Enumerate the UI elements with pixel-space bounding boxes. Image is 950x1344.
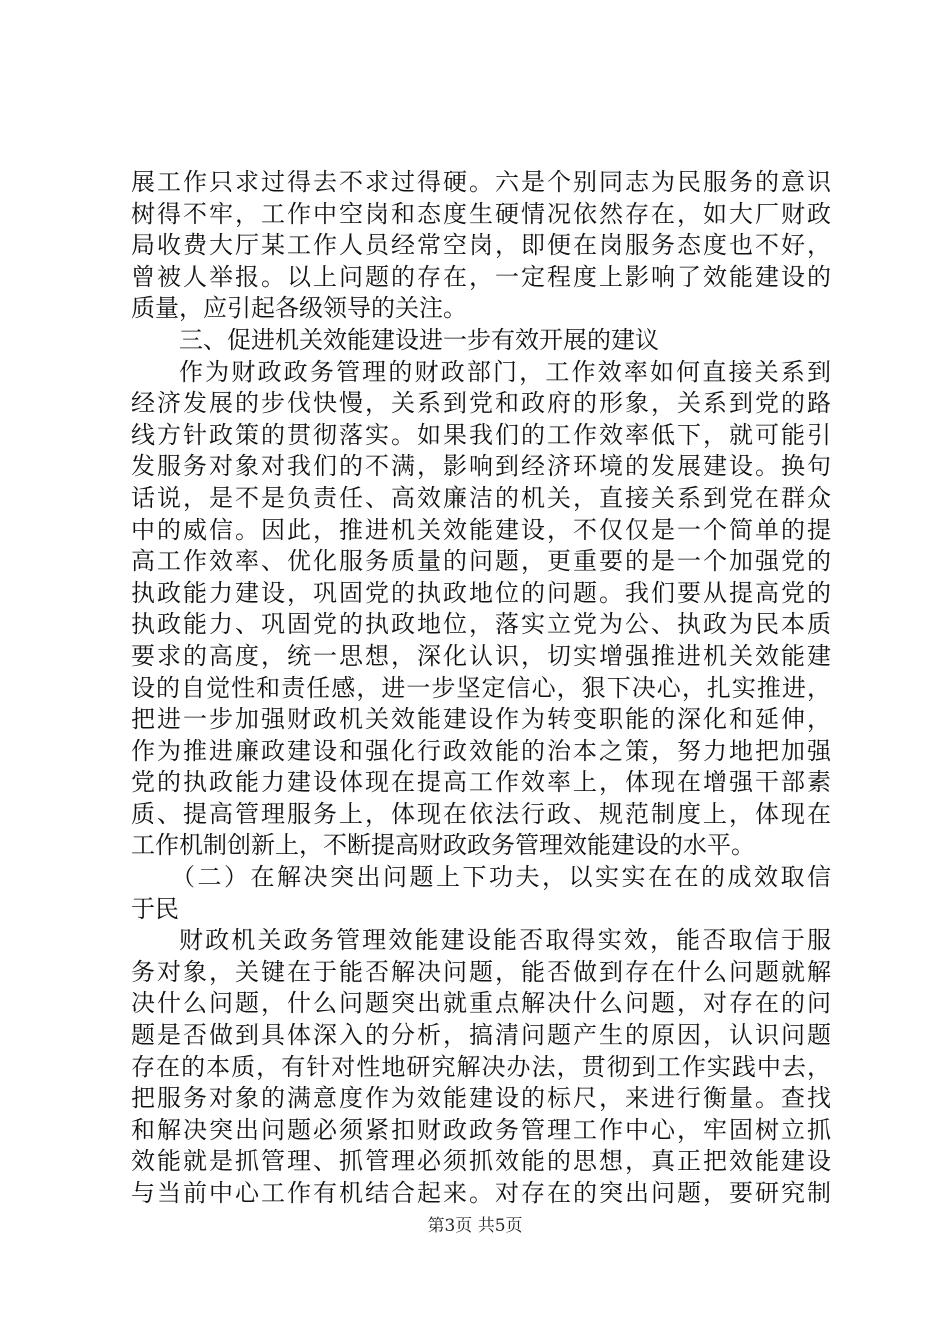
text-line: 党的执政能力建设体现在提高工作效率上，体现在增强干部素 xyxy=(131,768,831,797)
text-line: 务对象，关键在于能否解决问题，能否做到存在什么问题就解 xyxy=(131,957,831,986)
page-number-footer: 第3页 共5页 xyxy=(427,1216,523,1236)
text-line: 曾被人举报。以上问题的存在，一定程度上影响了效能建设的 xyxy=(131,262,831,291)
text-line: 发服务对象对我们的不满，影响到经济环境的发展建设。换句 xyxy=(131,452,831,481)
text-line: 树得不牢，工作中空岗和态度生硬情况依然存在，如大厂财政 xyxy=(131,199,831,228)
text-line: 质量，应引起各级领导的关注。 xyxy=(131,294,467,323)
text-line: 经济发展的步伐快慢，关系到党和政府的形象，关系到党的路 xyxy=(131,389,831,418)
subsection-heading-continued: 于民 xyxy=(131,894,179,923)
text-line: 把进一步加强财政机关效能建设作为转变职能的深化和延伸， xyxy=(131,705,831,734)
text-line: 工作机制创新上，不断提高财政政务管理效能建设的水平。 xyxy=(131,831,755,860)
text-line: 和解决突出问题必须紧扣财政政务管理工作中心，牢固树立抓 xyxy=(131,1115,831,1144)
text-line: 展工作只求过得去不求过得硬。六是个别同志为民服务的意识 xyxy=(131,168,831,196)
text-line: 设的自觉性和责任感，进一步坚定信心，狠下决心，扎实推进， xyxy=(131,673,831,702)
text-line: 决什么问题，什么问题突出就重点解决什么问题，对存在的问 xyxy=(131,989,831,1018)
text-line: 存在的本质，有针对性地研究解决办法，贯彻到工作实践中去， xyxy=(131,1052,831,1081)
text-line: 作为财政政务管理的财政部门，工作效率如何直接关系到 xyxy=(179,357,831,386)
text-line: 质、提高管理服务上，体现在依法行政、规范制度上，体现在 xyxy=(131,799,831,828)
text-line: 与当前中心工作有机结合起来。对存在的突出问题，要研究制 xyxy=(131,1179,831,1207)
subsection-heading: （二）在解决突出问题上下功夫，以实实在在的成效取信 xyxy=(171,863,831,892)
text-line: 效能就是抓管理、抓管理必须抓效能的思想，真正把效能建设 xyxy=(131,1147,831,1176)
body-text xyxy=(131,167,831,1210)
text-line: 要求的高度，统一思想，深化认识，切实增强推进机关效能建 xyxy=(131,641,831,670)
text-line: 线方针政策的贯彻落实。如果我们的工作效率低下，就可能引 xyxy=(131,420,831,449)
text-line: 局收费大厅某工作人员经常空岗，即便在岗服务态度也不好， xyxy=(131,231,831,260)
section-heading: 三、促进机关效能建设进一步有效开展的建议 xyxy=(179,325,659,354)
text-line: 执政能力、巩固党的执政地位，落实立党为公、执政为民本质 xyxy=(131,610,831,639)
text-line: 执政能力建设，巩固党的执政地位的问题。我们要从提高党的 xyxy=(131,578,831,607)
text-line: 作为推进廉政建设和强化行政效能的治本之策，努力地把加强 xyxy=(131,736,831,765)
text-line: 中的威信。因此，推进机关效能建设，不仅仅是一个简单的提 xyxy=(131,515,831,544)
text-line: 财政机关政务管理效能建设能否取得实效，能否取信于服 xyxy=(179,926,831,955)
text-line: 把服务对象的满意度作为效能建设的标尺，来进行衡量。查找 xyxy=(131,1084,831,1113)
text-line: 高工作效率、优化服务质量的问题，更重要的是一个加强党的 xyxy=(131,547,831,576)
text-line: 题是否做到具体深入的分析，搞清问题产生的原因，认识问题 xyxy=(131,1021,831,1050)
text-line: 话说，是不是负责任、高效廉洁的机关，直接关系到党在群众 xyxy=(131,483,831,512)
